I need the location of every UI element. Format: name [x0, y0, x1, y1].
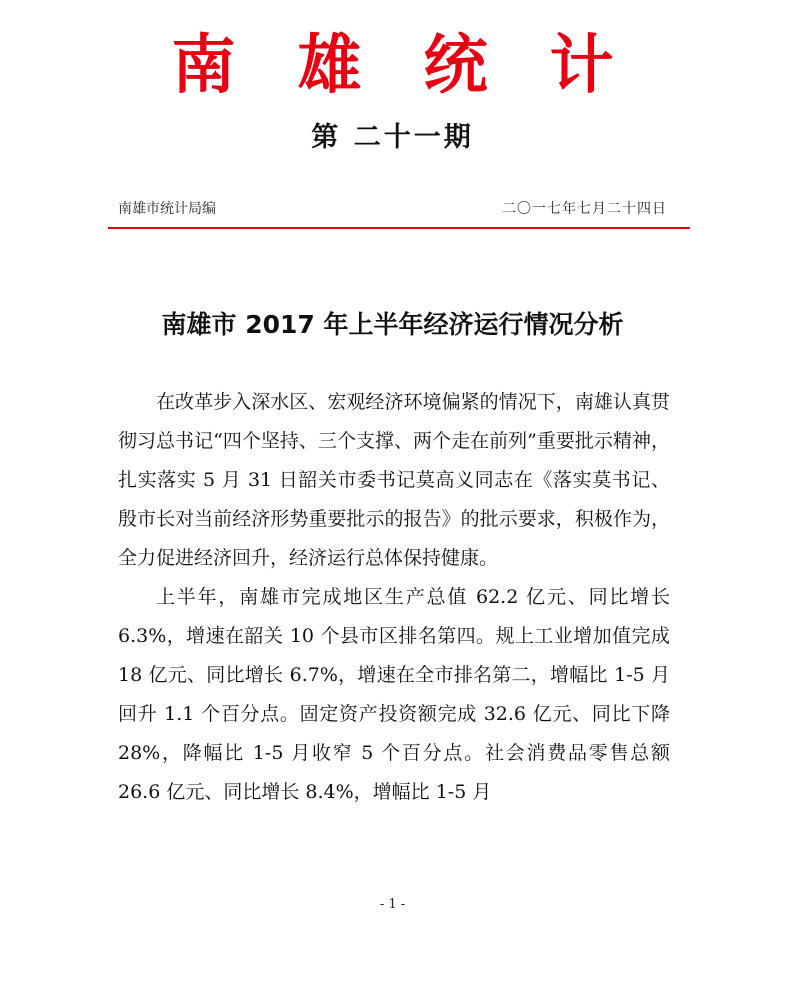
page-number: - 1 - — [379, 897, 406, 912]
masthead-char: 南 — [171, 28, 236, 103]
paragraph: 上半年，南雄市完成地区生产总值 62.2 亿元、同比增长 6.3%，增速在韶关 10 个县市区排名第四。规上工业增加值完成 18 亿元、同比增长 6.7%，增速在全市排名第二，增幅比 1-5 月回升 1.1 个百分点。固定资产投资额完成 32.6 亿元、同比下降 28%，降幅比 1-5 月收窄 5 个百分点。社会消费品零售总额 26.6 亿元、同比增长 8.4%，增幅比 1-5 月 — [118, 586, 670, 803]
masthead — [0, 26, 785, 106]
publish-date: 二〇一七年七月二十四日 — [502, 201, 667, 217]
paragraph: 在改革步入深水区、宏观经济环境偏紧的情况下，南雄认真贯彻习总书记“四个坚持、三个支撑、两个走在前列”重要批示精神，扎实落实 5 月 31 日韶关市委书记莫高义同志在《落实莫书记、殷市长对当前经济形势重要批示的报告》的批示要求，积极作为，全力促进经济回升，经济运行总体保持健康。 — [118, 391, 670, 569]
publisher: 南雄市统计局编 — [118, 201, 216, 217]
masthead-char: 雄 — [297, 28, 362, 103]
article-title: 南雄市 2017 年上半年经济运行情况分析 — [161, 310, 624, 339]
masthead-char: 统 — [423, 28, 488, 103]
issue-number: 第 二十一期 — [311, 122, 474, 153]
masthead-char: 计 — [549, 28, 614, 103]
article-body — [118, 383, 670, 812]
header-divider — [108, 227, 690, 229]
